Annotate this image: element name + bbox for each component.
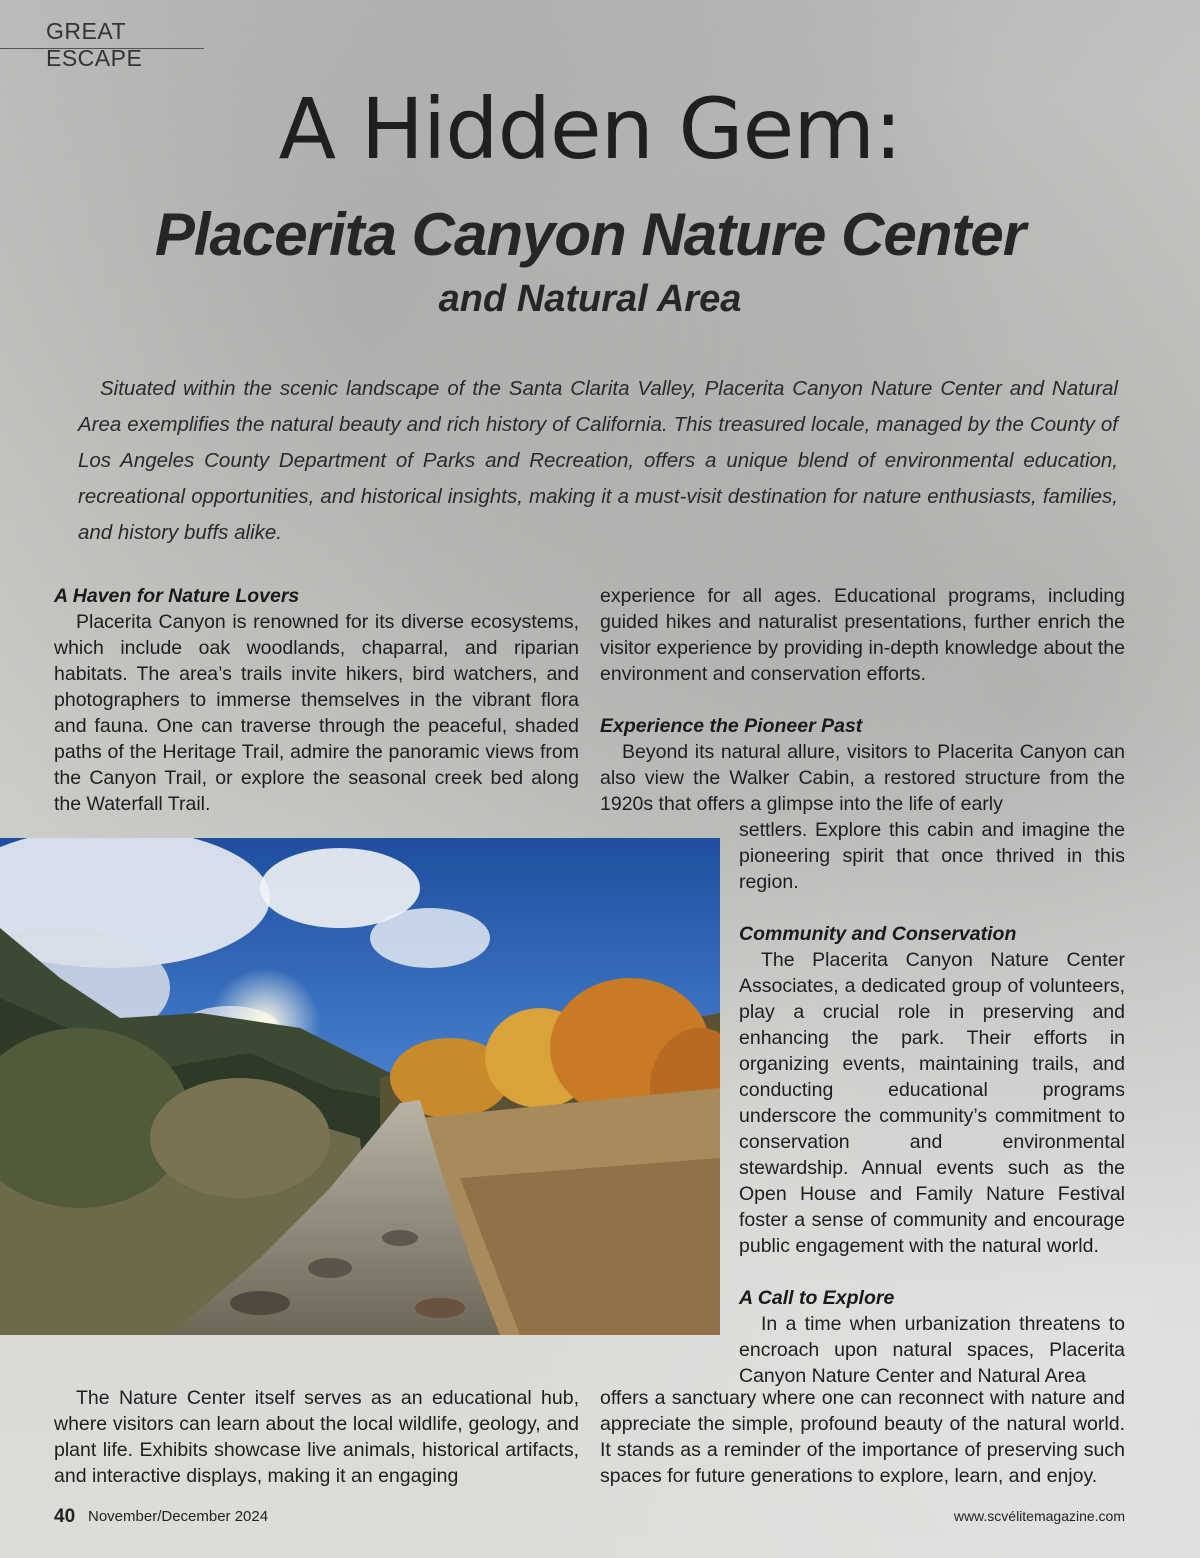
creek-photo-illustration [0,838,720,1335]
pioneer-body-start: Beyond its natural allure, visitors to Placerita Canyon can also view the Walker Cabin, a restored structure from the 1920s that offers a glimpse into the life of early [600,741,1125,815]
pioneer-body-end: settlers. Explore this cabin and imagine the pioneering spirit that once thrived in this region. [739,819,1125,893]
column-right-top [600,583,1125,817]
section-tag [0,14,204,71]
headline-subtitle: Placerita Canyon Nature Center [154,201,1026,268]
section-body-community: The Placerita Canyon Nature Center Associates, a dedicated group of volunteers, play a crucial role in preserving and enhancing the park. Their efforts in organizing events, maintaining trails, and conducting educational programs underscore the community’s commitment to conservation and environmental stewardship. Annual events such as the Open House and Family Nature Festival foster a sense of community and encourage public engagement with the natural world. [739,949,1125,1257]
explore-body-end: offers a sanctuary where one can reconnect with nature and appreciate the simple, profound beauty of the natural world. It stands as a reminder of the importance of preserving such spaces for future generations to explore, learn, and enjoy. [600,1387,1125,1487]
headline: A Hidden Gem: [278,80,902,178]
intro-paragraph: Situated within the scenic landscape of the Santa Clarita Valley, Placerita Canyon Nature Center and Natural Area exemplifies the natural beauty and rich history of California. This treasured locale, managed by the County of Los Angeles County Department of Parks and Recreation, offers a unique blend of environmental education, recreational opportunities, and historical insights, making it a must-visit destination for nature enthusiasts, families, and history buffs alike. [78,377,1118,544]
page-number: 40 [54,1506,76,1527]
section-tag-label: GREAT ESCAPE [46,18,143,71]
explore-body-start: In a time when urbanization threatens to encroach upon natural spaces, Placerita Canyon Nature Center and Natural Area [739,1313,1125,1387]
nature-center-body-end: experience for all ages. Educational programs, including guided hikes and naturalist presentations, further enrich the visitor experience by providing in-depth knowledge about the environment and conservation efforts. [600,585,1125,685]
nature-center-body-start: The Nature Center itself serves as an educational hub, where visitors can learn about the local wildlife, geology, and plant life. Exhibits showcase live animals, historical artifacts, and interactive displays, making it an engaging [54,1387,579,1487]
section-heading-explore: A Call to Explore [739,1287,895,1309]
section-body-haven: Placerita Canyon is renowned for its diverse ecosystems, which include oak woodlands, chaparral, and riparian habitats. The area’s trails invite hikers, bird watchers, and photographers to immerse themselves in the vibrant flora and fauna. One can traverse through the peaceful, shaded paths of the Heritage Trail, admire the panoramic views from the Canyon Trail, or explore the seasonal creek bed along the Waterfall Trail. [54,611,579,815]
section-heading-pioneer: Experience the Pioneer Past [600,715,863,737]
website-url: www.scvélitemagazine.com [953,1508,1125,1524]
section-heading-community: Community and Conservation [739,923,1017,945]
column-right-middle [739,817,1125,1389]
section-heading-haven: A Haven for Nature Lovers [54,585,300,607]
creek-photo [0,838,720,1335]
column-right-bottom [600,1385,1125,1489]
headline-subtitle-2: and Natural Area [438,278,742,320]
issue-date: November/December 2024 [88,1508,269,1525]
column-left-bottom [54,1385,579,1489]
column-left-top [54,583,579,817]
